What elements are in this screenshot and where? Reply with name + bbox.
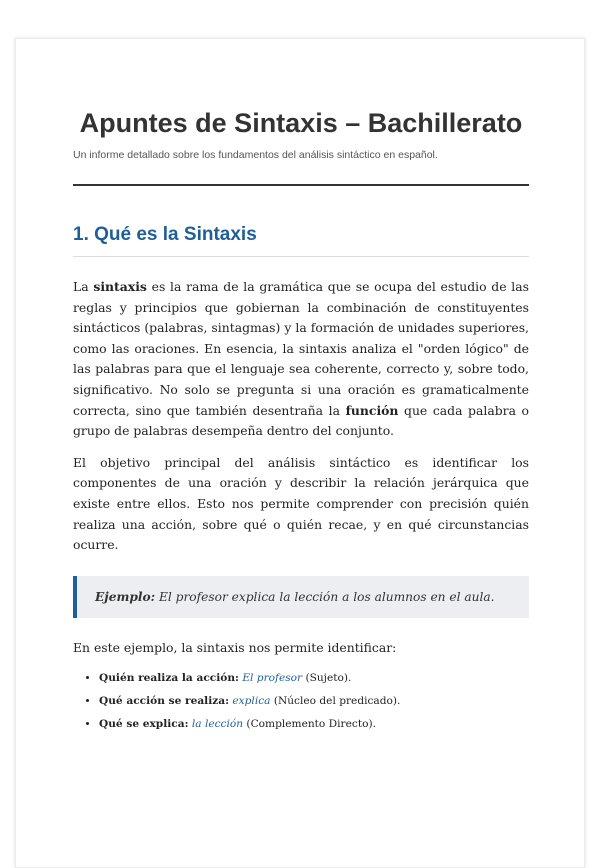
- list-item-note: (Núcleo del predicado).: [270, 694, 401, 707]
- paragraph-objective: El objetivo principal del análisis sintáctico es identificar los componentes de una oración y describir la relación jerárquica que existe entre ellos. Esto nos permite comprender con precisión quién realiza una acción, sobre qué o quién recae, y en qué circunstancias ocurre.: [73, 454, 529, 553]
- list-item-value: la lección: [191, 717, 244, 730]
- list-item-value: El profesor: [242, 671, 303, 684]
- section-heading: 1. Qué es la Sintaxis: [73, 224, 529, 257]
- list-item-label: Qué se explica:: [99, 717, 189, 730]
- term-sintaxis: sintaxis: [93, 279, 147, 294]
- page-subtitle: Un informe detallado sobre los fundamentos del análisis sintáctico en español.: [73, 149, 438, 161]
- paragraph-definition-end: que cada palabra o grupo de palabras desempeña dentro del conjunto.: [73, 402, 530, 439]
- example-intro: En este ejemplo, la sintaxis nos permite identificar:: [73, 639, 397, 655]
- example-sentence: El profesor explica la lección a los alumnos en el aula.: [155, 589, 495, 604]
- list-item-note: (Sujeto).: [302, 671, 352, 684]
- document-page: [15, 38, 585, 868]
- list-item-value: explica: [232, 694, 271, 707]
- title-divider: [73, 184, 529, 186]
- list-item-label: Quién realiza la acción:: [99, 671, 239, 684]
- list-item-label: Qué acción se realiza:: [99, 694, 230, 707]
- term-funcion: función: [345, 402, 399, 418]
- list-item: [99, 667, 529, 690]
- list-item: [99, 690, 529, 713]
- document-content: [73, 39, 529, 736]
- list-item-note: (Complemento Directo).: [243, 717, 376, 730]
- analysis-list: [73, 667, 529, 736]
- paragraph-definition-start: La: [73, 279, 94, 294]
- page-title: Apuntes de Sintaxis – Bachillerato: [79, 108, 523, 138]
- paragraph-definition-body: es la rama de la gramática que se ocupa del estudio de las reglas y principios que gobiernan la combinación de constituyentes sintácticos (palabras, sintagmas) y la formación de unidades superiores, como las oraciones. En esencia, la sintaxis analiza el "orden lógico" de las palabras para que el lenguaje sea coherente, correcto y, sobre todo, significativo. No solo se pregunta si una oración es gramaticalmente correcta, sino que también desentraña la: [73, 279, 529, 418]
- paragraph-definition: [73, 277, 529, 442]
- list-item: [99, 713, 529, 736]
- example-label: Ejemplo:: [95, 589, 156, 604]
- example-callout: [73, 576, 529, 618]
